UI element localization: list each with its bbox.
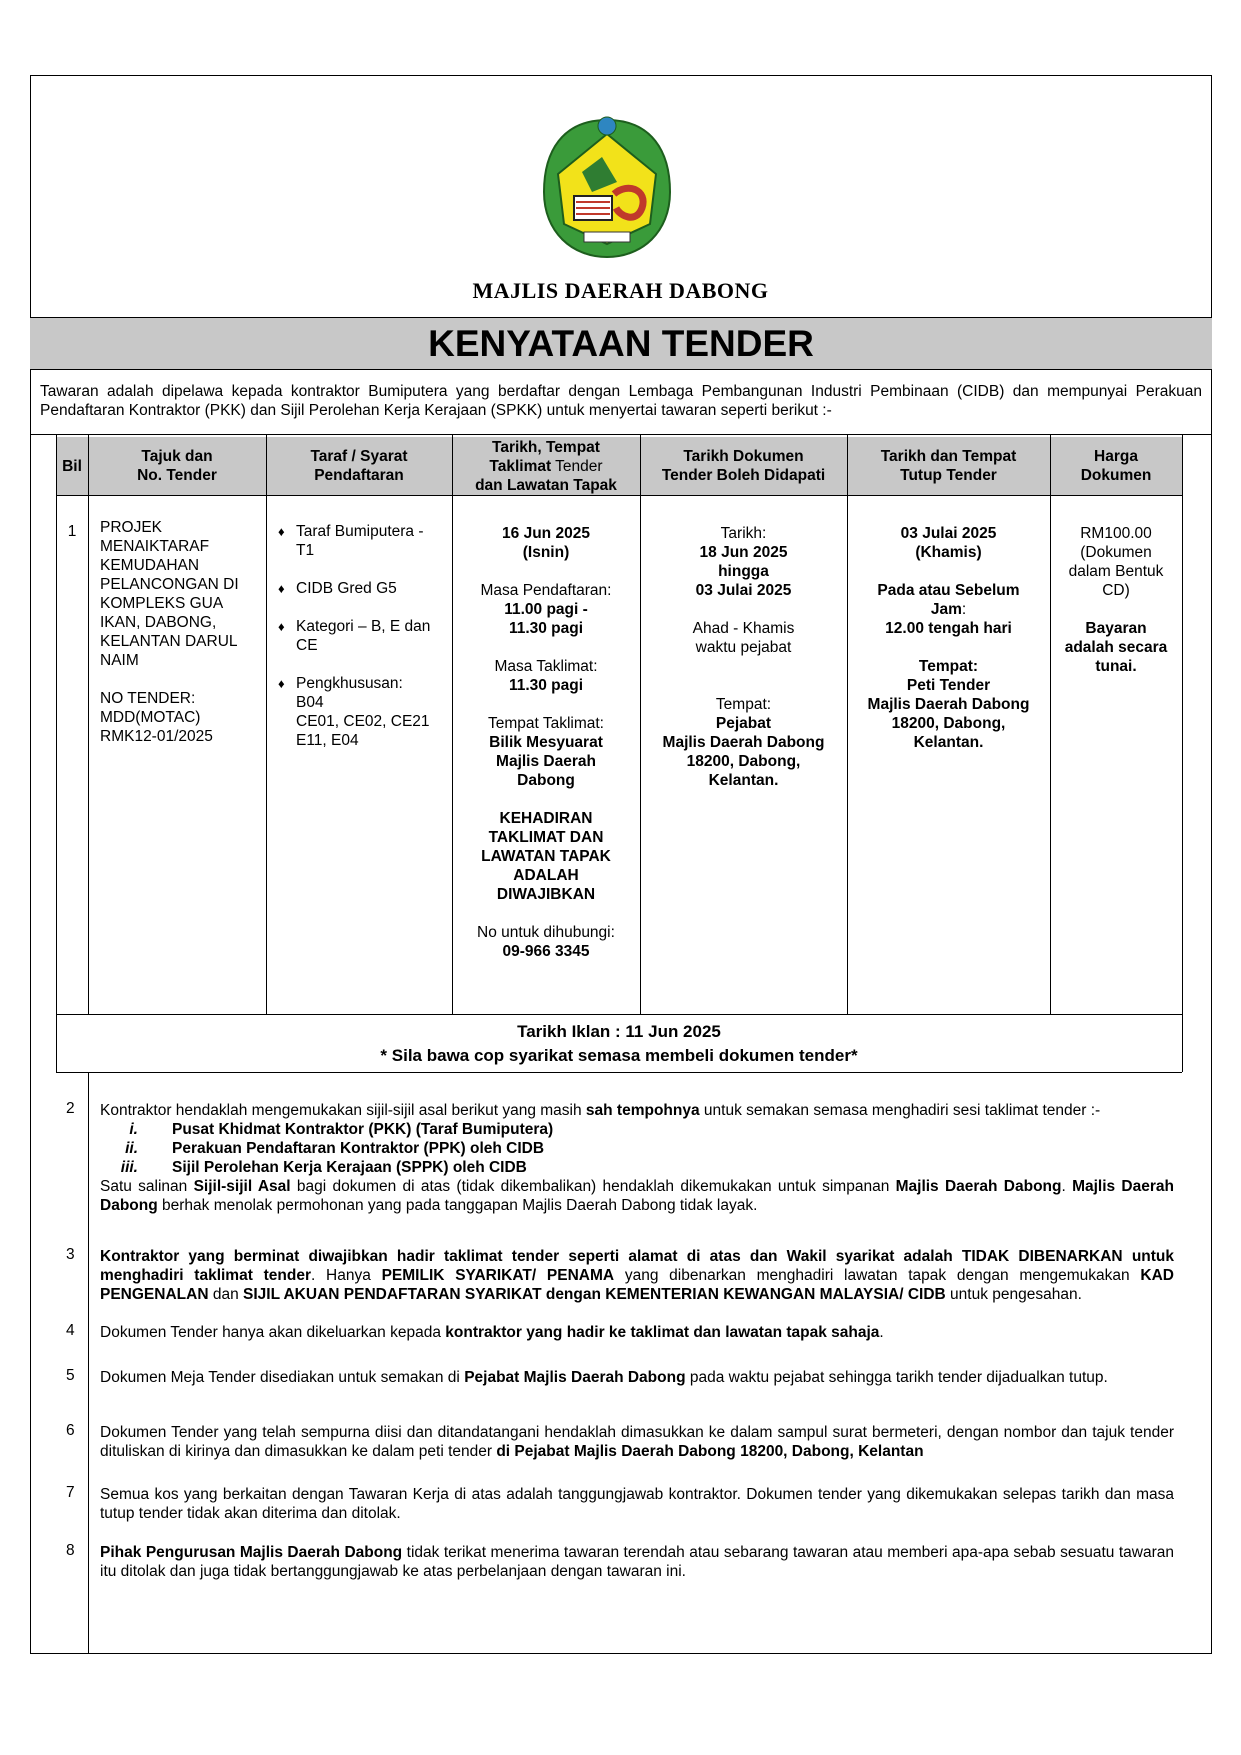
note-7-number: 7: [66, 1484, 75, 1501]
note-5-number: 5: [66, 1367, 75, 1384]
note-8-number: 8: [66, 1542, 75, 1559]
row-taklimat: 16 Jun 2025 (Isnin) Masa Pendaftaran: 11.00 pagi - 11.30 pagi Masa Taklimat: 11.30 pagi Tempat Taklimat: Bilik Mesyuarat Majlis Daerah Dabong KEHADIRAN TAKLIMAT DAN LAWATAN TAPAK ADALAH DIWAJIBKAN No untuk dihubungi: 09-966 3345: [452, 524, 640, 961]
th-taklimat: Tarikh, Tempat Taklimat Tender dan Lawatan Tapak: [475, 438, 617, 494]
note-3-number: 3: [66, 1246, 75, 1263]
syarat-taraf: ♦ Taraf Bumiputera - T1: [278, 522, 444, 560]
iklan-bottom-border: [56, 1072, 1182, 1073]
note-2-item: ii. Perakuan Pendaftaran Kontraktor (PPK) oleh CIDB: [125, 1140, 545, 1157]
row-harga: RM100.00 (Dokumen dalam Bentuk CD) Bayaran adalah secara tunai.: [1050, 524, 1182, 676]
table-top-border: [30, 434, 1212, 435]
th-taraf: Taraf / Syarat Pendaftaran: [310, 448, 408, 484]
note-8: Pihak Pengurusan Majlis Daerah Dabong tidak terikat menerima tawaran terendah atau sebarang tawaran atau memberi apa-apa sebab sesuatu tawaran itu ditolak dan juga tidak bertanggungjawab ke atas perbelanjaan dengan tawaran ini.: [100, 1544, 1174, 1580]
note-4: Dokumen Tender hanya akan dikeluarkan kepada kontraktor yang hadir ke taklimat dan lawatan tapak sahaja.: [100, 1324, 884, 1341]
contact-number: 09-966 3345: [502, 943, 590, 960]
company-stamp-note: * Sila bawa cop syarikat semasa membeli dokumen tender*: [380, 1046, 858, 1065]
row-tajuk: [100, 518, 258, 746]
syarat-kategori: ♦ Kategori – B, E dan CE: [278, 617, 444, 655]
intro-text: Tawaran adalah dipelawa kepada kontraktor Bumiputera yang berdaftar dengan Lembaga Pembangunan Industri Pembinaan (CIDB) dan mempunyai Perakuan Pendaftaran Kontraktor (PKK) dan Sijil Perolehan Kerja Kerajaan (SPKK) untuk menyertai tawaran seperti berikut :-: [40, 383, 1202, 419]
row-bil: 1: [67, 523, 77, 540]
document-price: RM100.00: [1080, 525, 1152, 542]
syarat-pengkhususan: ♦ Pengkhususan: B04 CE01, CE02, CE21 E11, E04: [278, 674, 444, 750]
col-line-tajuk: [266, 434, 267, 1014]
project-title: PROJEK MENAIKTARAF KEMUDAHAN PELANCONGAN DI KOMPLEKS GUA IKAN, DABONG, KELANTAN DARUL NAIM: [100, 519, 239, 669]
tender-number-1: MDD(MOTAC): [100, 709, 201, 726]
tender-number-label: NO TENDER:: [100, 690, 196, 707]
council-logo: [532, 112, 682, 262]
table-header-bottom-border: [56, 495, 1182, 496]
th-dokumen: Tarikh Dokumen Tender Boleh Didapati: [661, 448, 826, 484]
table-row-bottom-border: [56, 1014, 1182, 1015]
note-3: Kontraktor yang berminat diwajibkan hadir taklimat tender seperti alamat di atas dan Wakil syarikat adalah TIDAK DIBENARKAN untuk menghadiri taklimat tender. Hanya PEMILIK SYARIKAT/ PENAMA yang dibenarkan menghadiri lawatan tapak dengan mengemukakan KAD PENGENALAN dan SIJIL AKUAN PENDAFTARAN SYARIKAT dengan KEMENTERIAN KEWANGAN MALAYSIA/ CIDB untuk pengesahan.: [100, 1248, 1174, 1303]
note-6-number: 6: [66, 1422, 75, 1439]
th-tajuk: Tajuk dan No. Tender: [137, 448, 217, 484]
attendance-mandatory: KEHADIRAN TAKLIMAT DAN LAWATAN TAPAK ADALAH DIWAJIBKAN: [481, 810, 611, 903]
th-bil: Bil: [62, 457, 82, 475]
note-7: Semua kos yang berkaitan dengan Tawaran Kerja di atas adalah tanggungjawab kontraktor. Dokumen tender yang dikemukakan selepas tarikh dan masa tutup tender tidak akan diterima dan ditolak.: [100, 1486, 1174, 1522]
organization-name: MAJLIS DAERAH DABONG: [472, 278, 769, 303]
note-2-number: 2: [66, 1100, 75, 1117]
advert-date-block: [56, 1020, 1182, 1068]
col-line-tutup: [1050, 434, 1051, 1014]
row-dokumen: Tarikh: 18 Jun 2025 hingga 03 Julai 2025 Ahad - Khamis waktu pejabat Tempat: Pejabat Majlis Daerah Dabong 18200, Dabong, Kelantan.: [662, 525, 825, 789]
row-syarat: [278, 522, 444, 769]
page-title: KENYATAAN TENDER: [30, 317, 1212, 370]
syarat-cidb: ♦ CIDB Gred G5: [278, 579, 444, 598]
note-4-number: 4: [66, 1322, 75, 1339]
note-2: Kontraktor hendaklah mengemukakan sijil-sijil asal berikut yang masih sah tempohnya untuk semakan semasa menghadiri sesi taklimat tender :- i. Pusat Khidmat Kontraktor (PKK) (Taraf Bumiputera) ii. Perakuan Pendaftaran Kontraktor (PPK) oleh CIDB iii. Sijil Perolehan Kerja Kerajaan (SPPK) oleh CIDB Satu salinan Sijil-sijil Asal bagi dokumen di atas (tidak dikembalikan) hendaklah dikemukakan untuk simpanan Majlis Daerah Dabong. Majlis Daerah Dabong berhak menolak permohonan yang pada tanggapan Majlis Daerah Dabong tidak layak.: [100, 1102, 1174, 1214]
th-harga: Harga Dokumen: [1080, 448, 1152, 484]
note-6: Dokumen Tender yang telah sempurna diisi dan ditandatangani hendaklah dimasukkan ke dalam sampul surat bermeteri, dengan nombor dan tajuk tender dituliskan di kirinya dan dimasukkan ke dalam peti tender di Pejabat Majlis Daerah Dabong 18200, Dabong, Kelantan: [100, 1424, 1174, 1460]
note-2-item: i. Pusat Khidmat Kontraktor (PKK) (Taraf Bumiputera): [129, 1121, 554, 1138]
advert-date: Tarikh Iklan : 11 Jun 2025: [517, 1022, 721, 1041]
tender-number-2: RMK12-01/2025: [100, 728, 213, 745]
row-tutup: 03 Julai 2025 (Khamis) Pada atau Sebelum Jam: 12.00 tengah hari Tempat: Peti Tender Majlis Daerah Dabong 18200, Dabong, Kelantan.: [867, 525, 1030, 751]
col-line-bil: [88, 434, 89, 1014]
notes-left-line: [88, 1072, 89, 1654]
note-2-item: iii. Sijil Perolehan Kerja Kerajaan (SPPK) oleh CIDB: [120, 1159, 527, 1176]
note-5: Dokumen Meja Tender disediakan untuk semakan di Pejabat Majlis Daerah Dabong pada waktu pejabat sehingga tarikh tender dijadualkan tutup.: [100, 1369, 1108, 1386]
th-tutup: Tarikh dan Tempat Tutup Tender: [880, 448, 1017, 484]
col-line-right: [1182, 434, 1183, 1072]
